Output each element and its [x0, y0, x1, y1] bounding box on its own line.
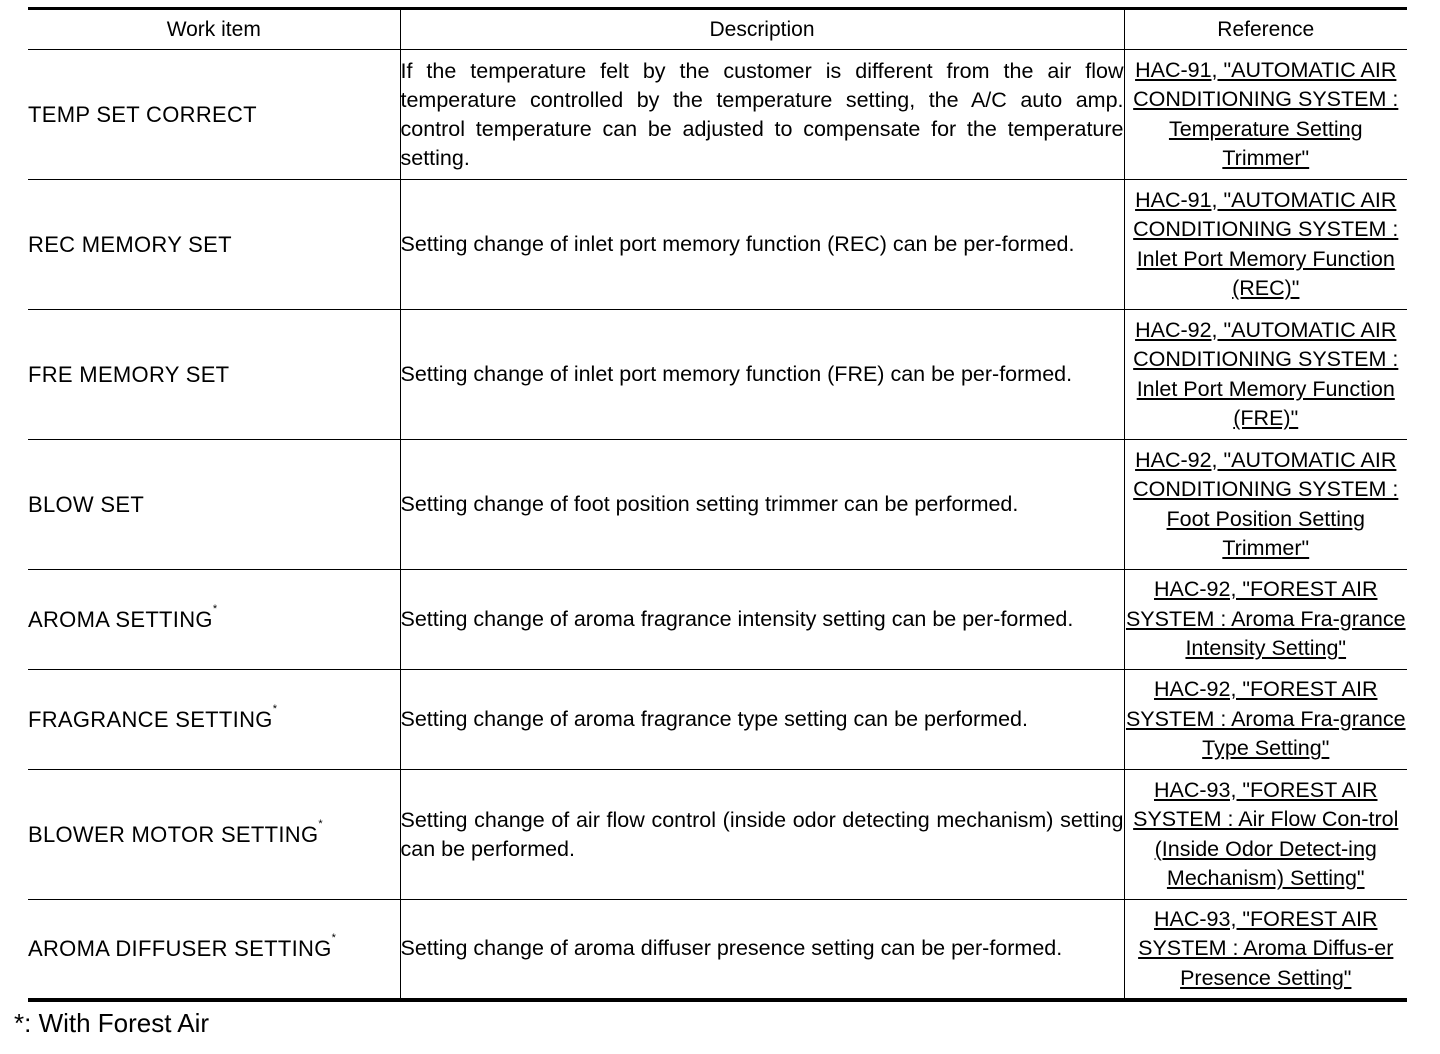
- work-item-cell: [28, 50, 400, 180]
- reference-link[interactable]: HAC-92, "FOREST AIR SYSTEM : Aroma Fra-grance Intensity Setting": [1125, 577, 1406, 661]
- description-cell: Setting change of aroma diffuser presence setting can be per-formed.: [400, 900, 1124, 1000]
- reference-cell: [1124, 50, 1407, 180]
- reference-link[interactable]: HAC-93, "FOREST AIR SYSTEM : Aroma Diffus-er Presence Setting": [1138, 906, 1394, 990]
- work-item-label: BLOW SET: [28, 491, 145, 517]
- work-item-cell: [28, 770, 400, 900]
- table-row: [28, 670, 1407, 770]
- reference-link[interactable]: HAC-92, "FOREST AIR SYSTEM : Aroma Fra-grance Type Setting": [1125, 677, 1406, 761]
- footnote-marker: *: [212, 602, 218, 615]
- work-item-cell: [28, 670, 400, 770]
- work-item-label: FRAGRANCE SETTING: [28, 706, 273, 732]
- work-item-label: FRE MEMORY SET: [28, 361, 230, 387]
- table-row: [28, 570, 1407, 670]
- reference-link[interactable]: HAC-93, "FOREST AIR SYSTEM : Air Flow Con-trol (Inside Odor Detect-ing Mechanism) Setting": [1133, 777, 1399, 890]
- footnote: *: With Forest Air: [14, 1008, 210, 1038]
- footnote-marker: *: [318, 817, 323, 830]
- description-cell: Setting change of air flow control (inside odor detecting mechanism) setting can be performed.: [400, 770, 1124, 900]
- footnote-marker: *: [331, 931, 337, 944]
- reference-cell: [1124, 180, 1407, 310]
- reference-cell: [1124, 570, 1407, 670]
- work-item-cell: [28, 900, 400, 1000]
- work-item-label: TEMP SET CORRECT: [28, 101, 257, 127]
- reference-cell: [1124, 900, 1407, 1000]
- table-row: [28, 440, 1407, 570]
- header-reference: Reference: [1124, 9, 1407, 50]
- header-work-item: Work item: [28, 9, 400, 50]
- work-item-label: AROMA DIFFUSER SETTING: [28, 935, 332, 961]
- work-item-table: [28, 7, 1407, 1002]
- table-row: [28, 180, 1407, 310]
- header-row: [28, 9, 1407, 50]
- reference-link[interactable]: HAC-92, "AUTOMATIC AIR CONDITIONING SYSTEM : Foot Position Setting Trimmer": [1133, 447, 1399, 560]
- reference-link[interactable]: HAC-91, "AUTOMATIC AIR CONDITIONING SYSTEM : Inlet Port Memory Function (REC)": [1133, 187, 1399, 300]
- work-item-label: REC MEMORY SET: [28, 231, 232, 257]
- header-description: Description: [400, 9, 1124, 50]
- description-cell: Setting change of inlet port memory function (REC) can be per-formed.: [400, 180, 1124, 310]
- table-row: [28, 50, 1407, 180]
- work-item-label: AROMA SETTING: [28, 606, 213, 632]
- reference-cell: [1124, 670, 1407, 770]
- reference-link[interactable]: HAC-91, "AUTOMATIC AIR CONDITIONING SYSTEM : Temperature Setting Trimmer": [1133, 57, 1399, 170]
- reference-cell: [1124, 440, 1407, 570]
- reference-link[interactable]: HAC-92, "AUTOMATIC AIR CONDITIONING SYSTEM : Inlet Port Memory Function (FRE)": [1133, 317, 1399, 430]
- work-item-cell: [28, 440, 400, 570]
- table-row: [28, 770, 1407, 900]
- description-cell: Setting change of foot position setting trimmer can be performed.: [400, 440, 1124, 570]
- table-row: [28, 900, 1407, 1000]
- footnote-marker: *: [272, 702, 278, 715]
- work-item-cell: [28, 180, 400, 310]
- description-cell: Setting change of aroma fragrance type setting can be performed.: [400, 670, 1124, 770]
- work-item-label: BLOWER MOTOR SETTING: [28, 821, 319, 847]
- table-row: [28, 310, 1407, 440]
- description-cell: Setting change of aroma fragrance intensity setting can be per-formed.: [400, 570, 1124, 670]
- reference-cell: [1124, 770, 1407, 900]
- work-item-cell: [28, 310, 400, 440]
- description-cell: Setting change of inlet port memory function (FRE) can be per-formed.: [400, 310, 1124, 440]
- reference-cell: [1124, 310, 1407, 440]
- work-item-cell: [28, 570, 400, 670]
- description-cell: If the temperature felt by the customer is different from the air flow temperature controlled by the temperature setting, the A/C auto amp. control temperature can be adjusted to compensate for the temperature setting.: [400, 50, 1124, 180]
